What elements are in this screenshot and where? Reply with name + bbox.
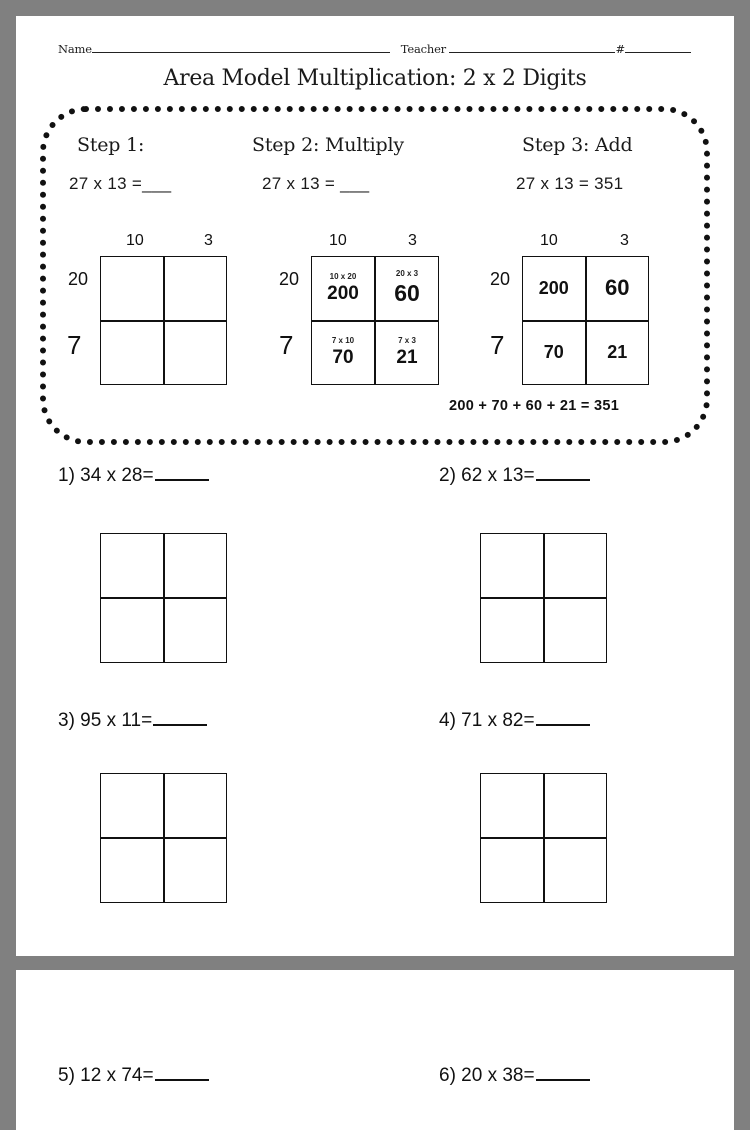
grid-cell: [165, 322, 227, 385]
cell-value: 21: [607, 342, 628, 363]
grid-cell[interactable]: [101, 599, 163, 662]
step-3-equation: 27 x 13 = 351: [516, 174, 624, 193]
teacher-label: Teacher: [400, 42, 446, 56]
cell-value: 60: [394, 280, 420, 307]
step-2-row-label: 7: [279, 330, 294, 360]
answer-blank[interactable]: [536, 722, 590, 726]
name-label: Name: [58, 42, 92, 56]
grid-cell: [101, 322, 163, 385]
problem-text: 6) 20 x 38=: [439, 1065, 535, 1086]
step-3-sum: 200 + 70 + 60 + 21 = 351: [449, 398, 620, 414]
grid-cell[interactable]: [165, 534, 227, 597]
step-3-row-label: 20: [490, 269, 511, 289]
cell-value: 200: [538, 277, 569, 298]
grid-cell: [523, 257, 585, 320]
grid-cell: [312, 257, 374, 320]
step-1-col-label: 3: [204, 232, 213, 249]
name-field[interactable]: [92, 41, 390, 53]
step-1-area-grid: [100, 256, 227, 385]
problem-text: 3) 95 x 11=: [58, 710, 153, 731]
step-2-equation: 27 x 13 = ___: [262, 174, 370, 193]
problem-3-area-grid[interactable]: [100, 773, 227, 903]
answer-blank[interactable]: [155, 477, 209, 481]
cell-value: 70: [332, 347, 354, 369]
problem-2-area-grid[interactable]: [480, 533, 607, 663]
answer-blank[interactable]: [153, 722, 207, 726]
cell-hint: 10 x 20: [329, 271, 357, 281]
header-line: [58, 41, 691, 56]
grid-cell: [376, 257, 438, 320]
answer-blank[interactable]: [536, 477, 590, 481]
cell-value: 200: [327, 282, 359, 304]
number-field[interactable]: [625, 41, 691, 53]
answer-blank[interactable]: [155, 1077, 209, 1081]
step-3-row-label: 7: [490, 330, 505, 360]
grid-cell: [312, 322, 374, 385]
step-2-area-grid: [311, 256, 439, 385]
grid-cell[interactable]: [165, 599, 227, 662]
step-2-row-label: 20: [279, 269, 300, 289]
cell-hint: 7 x 3: [398, 336, 416, 346]
step-1-row-label: 7: [67, 330, 82, 360]
grid-cell[interactable]: [545, 774, 607, 837]
grid-cell[interactable]: [481, 774, 543, 837]
step-1-col-label: 10: [126, 232, 144, 249]
step-1-equation: 27 x 13 =___: [69, 174, 172, 193]
page-title: Area Model Multiplication: 2 x 2 Digits: [163, 66, 587, 91]
problem-3-label: [58, 710, 207, 732]
step-1-row-label: 20: [68, 269, 89, 289]
cell-value: 60: [605, 275, 630, 301]
grid-cell[interactable]: [101, 774, 163, 837]
grid-cell[interactable]: [481, 839, 543, 902]
grid-cell: [587, 257, 649, 320]
grid-cell: [165, 257, 227, 320]
step-3-col-label: 10: [540, 232, 558, 249]
grid-cell[interactable]: [545, 534, 607, 597]
problem-6-label: [439, 1065, 590, 1087]
cell-hint: 7 x 10: [331, 336, 355, 346]
problem-2-label: [439, 465, 590, 487]
teacher-field[interactable]: [449, 41, 615, 53]
step-3-area-grid: [522, 256, 649, 385]
grid-cell: [101, 257, 163, 320]
grid-cell[interactable]: [481, 599, 543, 662]
grid-cell[interactable]: [545, 839, 607, 902]
cell-hint: 20 x 3: [395, 269, 419, 279]
grid-cell[interactable]: [481, 534, 543, 597]
grid-cell[interactable]: [101, 839, 163, 902]
problem-text: 1) 34 x 28=: [58, 465, 154, 486]
step-2-col-label: 10: [329, 232, 347, 249]
grid-cell: [523, 322, 585, 385]
step-3-col-label: 3: [620, 232, 629, 249]
worksheet-page-2: [16, 970, 734, 1130]
grid-cell[interactable]: [165, 839, 227, 902]
cell-value: 21: [396, 347, 418, 369]
problem-text: 2) 62 x 13=: [439, 465, 535, 486]
cell-value: 70: [543, 342, 564, 363]
grid-cell[interactable]: [101, 534, 163, 597]
step-2-col-label: 3: [408, 232, 417, 249]
step-1-title: Step 1:: [77, 134, 145, 156]
grid-cell: [587, 322, 649, 385]
number-label: #: [615, 42, 625, 56]
problem-text: 5) 12 x 74=: [58, 1065, 154, 1086]
grid-cell[interactable]: [545, 599, 607, 662]
answer-blank[interactable]: [536, 1077, 590, 1081]
problem-text: 4) 71 x 82=: [439, 710, 535, 731]
grid-cell[interactable]: [165, 774, 227, 837]
step-2-title: Step 2: Multiply: [252, 134, 404, 156]
problem-4-label: [439, 710, 590, 732]
problem-1-label: [58, 465, 209, 487]
grid-cell: [376, 322, 438, 385]
problem-4-area-grid[interactable]: [480, 773, 607, 903]
problem-5-label: [58, 1065, 209, 1087]
worksheet-page-1: [16, 16, 734, 956]
step-3-title: Step 3: Add: [522, 134, 633, 156]
problem-1-area-grid[interactable]: [100, 533, 227, 663]
